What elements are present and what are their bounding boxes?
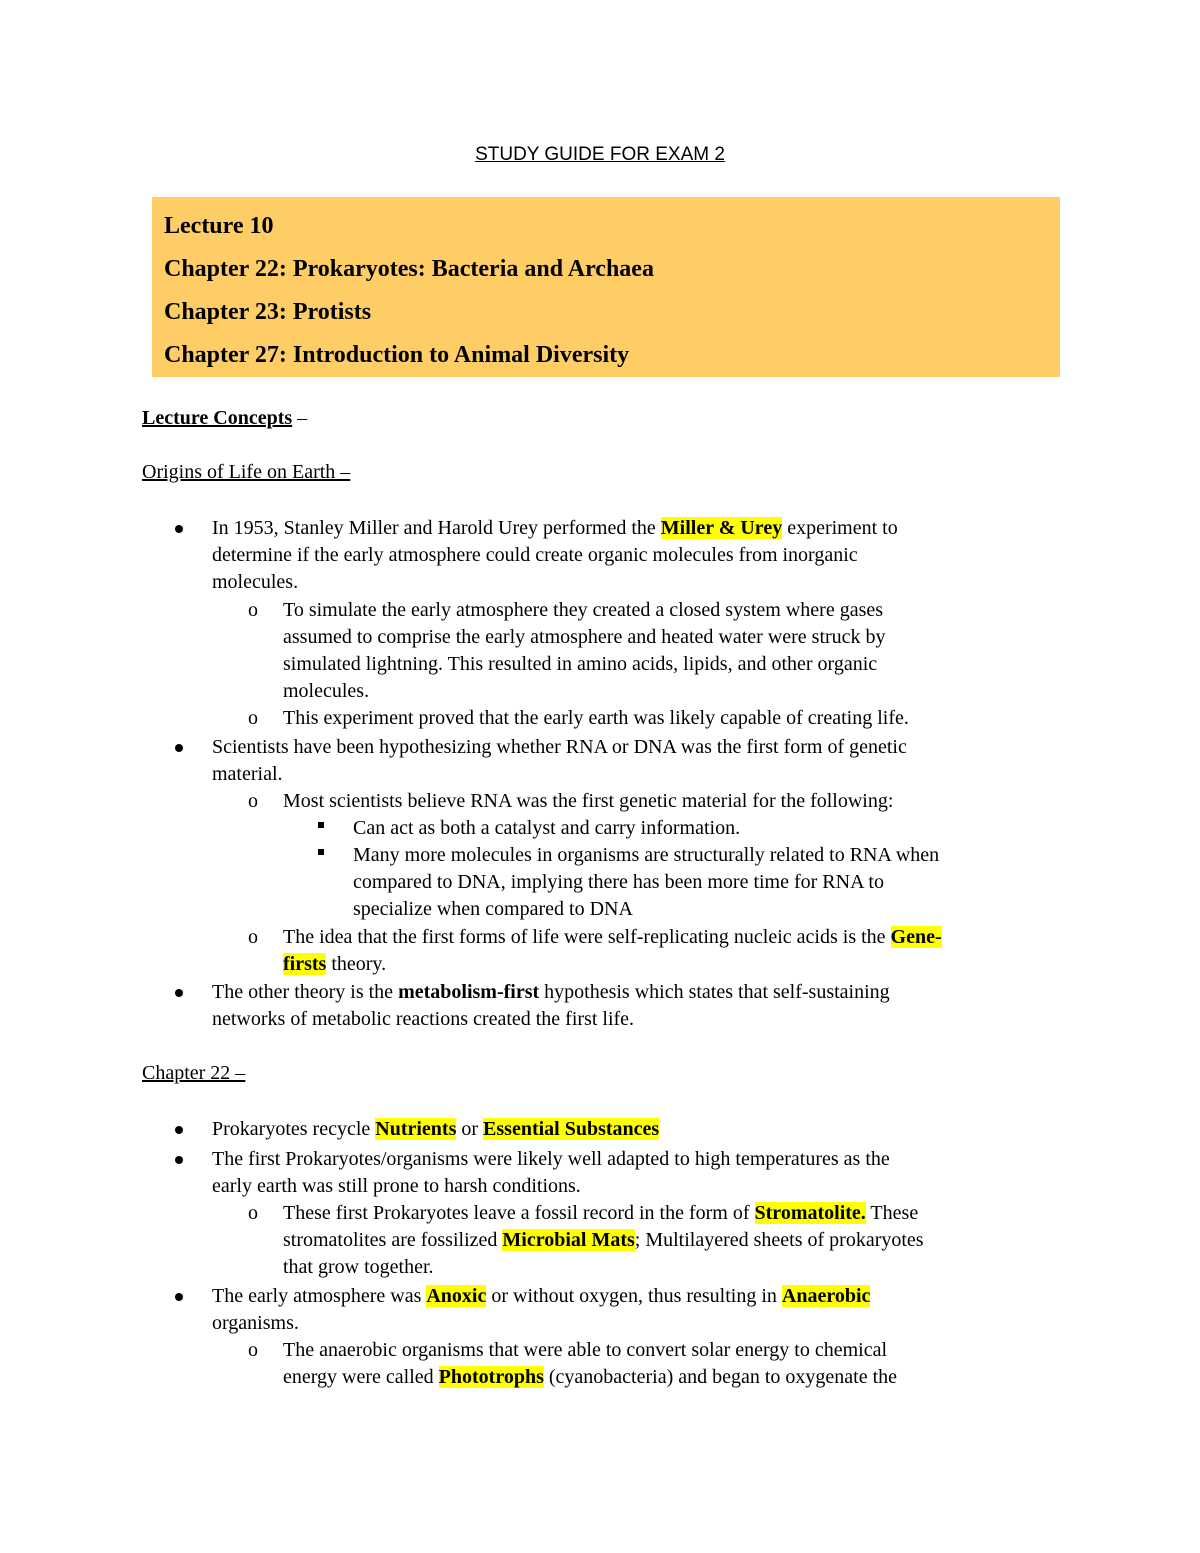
bullet-icon (175, 1126, 183, 1134)
list-item-cont: early earth was still prone to harsh conditions. (212, 1175, 581, 1197)
text: These first Prokaryotes leave a fossil record in the form of (283, 1202, 755, 1224)
bullet-icon (175, 525, 183, 533)
highlight-term: Phototrophs (438, 1366, 544, 1388)
banner-chapter-27: Chapter 27: Introduction to Animal Diversity (164, 342, 630, 368)
list-item-cont: determine if the early atmosphere could create organic molecules from inorganic (212, 544, 858, 566)
banner-chapter-22: Chapter 22: Prokaryotes: Bacteria and Archaea (164, 256, 654, 282)
text: ; Multilayered sheets of prokaryotes (634, 1229, 924, 1251)
lecture-concepts-label: Lecture Concepts (142, 407, 293, 429)
list-item: Scientists have been hypothesizing whether RNA or DNA was the first form of genetic (212, 736, 907, 758)
sub-list-item: This experiment proved that the early earth was likely capable of creating life. (283, 707, 909, 729)
text: (cyanobacteria) and began to oxygenate the (543, 1366, 898, 1388)
text: theory. (326, 953, 387, 975)
sub-list-item: The anaerobic organisms that were able to convert solar energy to chemical (283, 1339, 888, 1361)
lecture-banner (152, 197, 1060, 377)
lecture-concepts-dash: – (292, 407, 308, 429)
highlight-term: firsts (283, 953, 327, 975)
text: In 1953, Stanley Miller and Harold Urey performed the (212, 517, 661, 539)
list-item (212, 1116, 659, 1143)
tertiary-list-item: Many more molecules in organisms are structurally related to RNA when (353, 844, 940, 866)
bullet-icon (175, 989, 183, 997)
banner-chapter-23: Chapter 23: Protists (164, 299, 372, 325)
sub-list-item-cont (283, 1227, 924, 1254)
list-item: The first Prokaryotes/organisms were likely well adapted to high temperatures as the (212, 1148, 890, 1170)
highlight-term: Gene- (890, 926, 942, 948)
text: The other theory is the (212, 981, 399, 1003)
text: or without oxygen, thus resulting in (486, 1285, 782, 1307)
sub-list-item-cont: assumed to comprise the early atmosphere and heated water were struck by (283, 626, 886, 648)
list-item (212, 515, 898, 542)
sub-list-item-cont (283, 1364, 897, 1391)
tertiary-list-item-cont: compared to DNA, implying there has been more time for RNA to (353, 871, 884, 893)
sub-list-item: To simulate the early atmosphere they created a closed system where gases (283, 599, 884, 621)
text: or (456, 1118, 484, 1140)
bullet-icon (175, 744, 183, 752)
sub-bullet-icon: o (248, 707, 258, 729)
sub-bullet-icon: o (248, 1339, 258, 1361)
sub-bullet-icon: o (248, 1202, 258, 1224)
text: These (865, 1202, 919, 1224)
bullet-icon (175, 1293, 183, 1301)
highlight-term: Anoxic (426, 1285, 487, 1307)
highlight-term: Essential Substances (483, 1118, 660, 1140)
lecture-concepts-heading (142, 407, 307, 430)
highlight-term: Stromatolite. (754, 1202, 866, 1224)
sub-bullet-icon: o (248, 926, 258, 948)
text: stromatolites are fossilized (283, 1229, 503, 1251)
text: experiment to (782, 517, 898, 539)
highlight-term: Miller & Urey (660, 517, 783, 539)
tertiary-list-item: Can act as both a catalyst and carry information. (353, 817, 741, 839)
sub-list-item (283, 1200, 918, 1227)
bold-term: metabolism-first (398, 981, 540, 1003)
sub-list-item-cont: that grow together. (283, 1256, 434, 1278)
bullet-icon (175, 1156, 183, 1164)
sub-list-item (283, 924, 942, 951)
sub-list-item: Most scientists believe RNA was the first genetic material for the following: (283, 790, 894, 812)
sub-bullet-icon: o (248, 599, 258, 621)
document-title: STUDY GUIDE FOR EXAM 2 (475, 144, 725, 165)
text: hypothesis which states that self-sustaining (539, 981, 890, 1003)
sub-list-item-cont: molecules. (283, 680, 370, 702)
highlight-term: Anaerobic (781, 1285, 871, 1307)
banner-lecture: Lecture 10 (164, 213, 274, 239)
sub-list-item-cont (283, 951, 386, 978)
origins-heading-text: Origins of Life on Earth – (142, 461, 351, 483)
text: Prokaryotes recycle (212, 1118, 376, 1140)
chapter-22-heading (142, 1062, 245, 1085)
highlight-term: Microbial Mats (502, 1229, 635, 1251)
list-item (212, 979, 890, 1006)
text: The early atmosphere was (212, 1285, 427, 1307)
square-bullet-icon (318, 822, 324, 828)
list-item (212, 1283, 870, 1310)
list-item-cont: material. (212, 763, 283, 785)
text: energy were called (283, 1366, 439, 1388)
chapter-22-heading-text: Chapter 22 – (142, 1062, 246, 1084)
sub-bullet-icon: o (248, 790, 258, 812)
list-item-cont: organisms. (212, 1312, 299, 1334)
tertiary-list-item-cont: specialize when compared to DNA (353, 898, 633, 920)
list-item-cont: networks of metabolic reactions created the first life. (212, 1008, 635, 1030)
square-bullet-icon (318, 849, 324, 855)
sub-list-item-cont: simulated lightning. This resulted in amino acids, lipids, and other organic (283, 653, 878, 675)
highlight-term: Nutrients (375, 1118, 457, 1140)
list-item-cont: molecules. (212, 571, 299, 593)
text: The idea that the first forms of life were self-replicating nucleic acids is the (283, 926, 891, 948)
origins-heading (142, 461, 350, 484)
